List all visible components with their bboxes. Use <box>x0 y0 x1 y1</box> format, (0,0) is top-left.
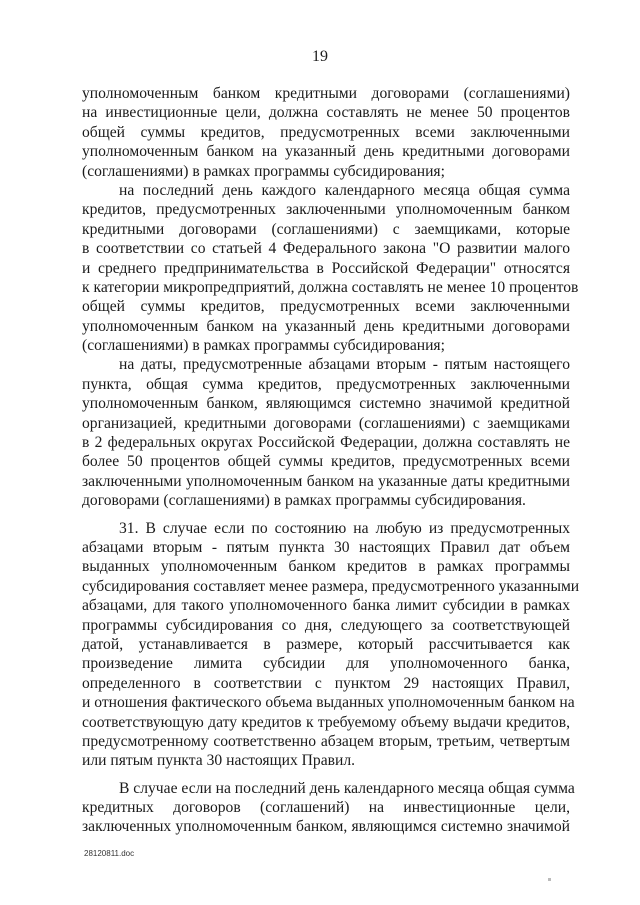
text-line: заключенных уполномоченным банком, являющимся системно значимой <box>82 818 570 836</box>
text-line: в соответствии со статьей 4 Федерального закона "О развитии малого <box>82 240 570 258</box>
body-text <box>82 84 580 837</box>
text-line: и отношения фактического объема выданных уполномоченным банком на <box>82 694 575 712</box>
text-line: кредитных договоров (соглашений) на инвестиционные цели, <box>82 799 570 817</box>
text-line: предусмотренному соответственно абзацем вторым, третьим, четвертым <box>82 732 570 750</box>
text-line: кредитов, предусмотренных заключенными уполномоченным банком <box>82 201 570 219</box>
page-number: 19 <box>312 48 328 65</box>
text-line: заключенными уполномоченным банком на указанные даты кредитными <box>82 472 570 490</box>
footer-file-name: 28120811.doc <box>84 849 135 858</box>
text-line: (соглашениями) в рамках программы субсидирования; <box>82 337 445 355</box>
text-line: датой, устанавливается в размере, который рассчитывается как <box>82 635 570 653</box>
text-line: субсидирования составляет менее размера, предусмотренного указанными <box>82 577 580 595</box>
text-line: или пятым пункта 30 настоящих Правил. <box>82 752 356 770</box>
text-line: пункта, общая сумма кредитов, предусмотренных заключенными <box>82 375 570 393</box>
text-line: соответствующую дату кредитов к требуемому объему выдачи кредитов, <box>82 713 570 731</box>
text-line: к категории микропредприятий, должна составлять не менее 10 процентов <box>82 278 579 296</box>
text-line: (соглашениями) в рамках программы субсидирования; <box>82 162 445 180</box>
text-line: В случае если на последний день календарного месяца общая сумма <box>119 779 575 797</box>
text-line: уполномоченным банком, являющимся системно значимой кредитной <box>82 395 570 413</box>
text-line: более 50 процентов общей суммы кредитов, предусмотренных всеми <box>82 453 570 471</box>
text-line: 31. В случае если по состоянию на любую из предусмотренных <box>119 519 570 537</box>
text-line: договорами (соглашениями) в рамках программы субсидирования. <box>82 492 526 510</box>
text-line: организацией, кредитными договорами (соглашениями) с заемщиками <box>82 414 570 432</box>
text-line: на последний день каждого календарного месяца общая сумма <box>119 181 570 199</box>
text-line: в 2 федеральных округах Российской Федерации, должна составлять не <box>82 434 570 452</box>
text-line: определенного в соответствии с пунктом 29 настоящих Правил, <box>82 674 570 692</box>
text-line: уполномоченным банком на указанный день кредитными договорами <box>82 317 570 335</box>
paragraph-gap <box>82 511 570 519</box>
paragraph-gap <box>82 771 570 779</box>
text-line: общей суммы кредитов, предусмотренных всеми заключенными <box>82 298 570 316</box>
text-line: на инвестиционные цели, должна составлять не менее 50 процентов <box>82 104 570 122</box>
text-line: уполномоченным банком на указанный день кредитными договорами <box>82 143 570 161</box>
text-line: кредитными договорами (соглашениями) с заемщиками, которые <box>82 220 570 238</box>
text-line: абзацами, для такого уполномоченного банка лимит субсидии в рамках <box>82 597 570 615</box>
text-line: произведение лимита субсидии для уполномоченного банка, <box>82 655 570 673</box>
text-line: и среднего предпринимательства в Российской Федерации" относятся <box>82 259 570 277</box>
text-line: выданных уполномоченным банком кредитов в рамках программы <box>82 558 570 576</box>
text-line: программы субсидирования со дня, следующего за соответствующей <box>82 616 570 634</box>
text-line: абзацами вторым - пятым пункта 30 настоящих Правил дат объем <box>82 538 570 556</box>
scan-artifact <box>548 878 551 881</box>
text-line: на даты, предусмотренные абзацами вторым - пятым настоящего <box>119 356 570 374</box>
text-line: уполномоченным банком кредитными договорами (соглашениями) <box>82 85 570 102</box>
text-line: общей суммы кредитов, предусмотренных всеми заключенными <box>82 123 570 141</box>
